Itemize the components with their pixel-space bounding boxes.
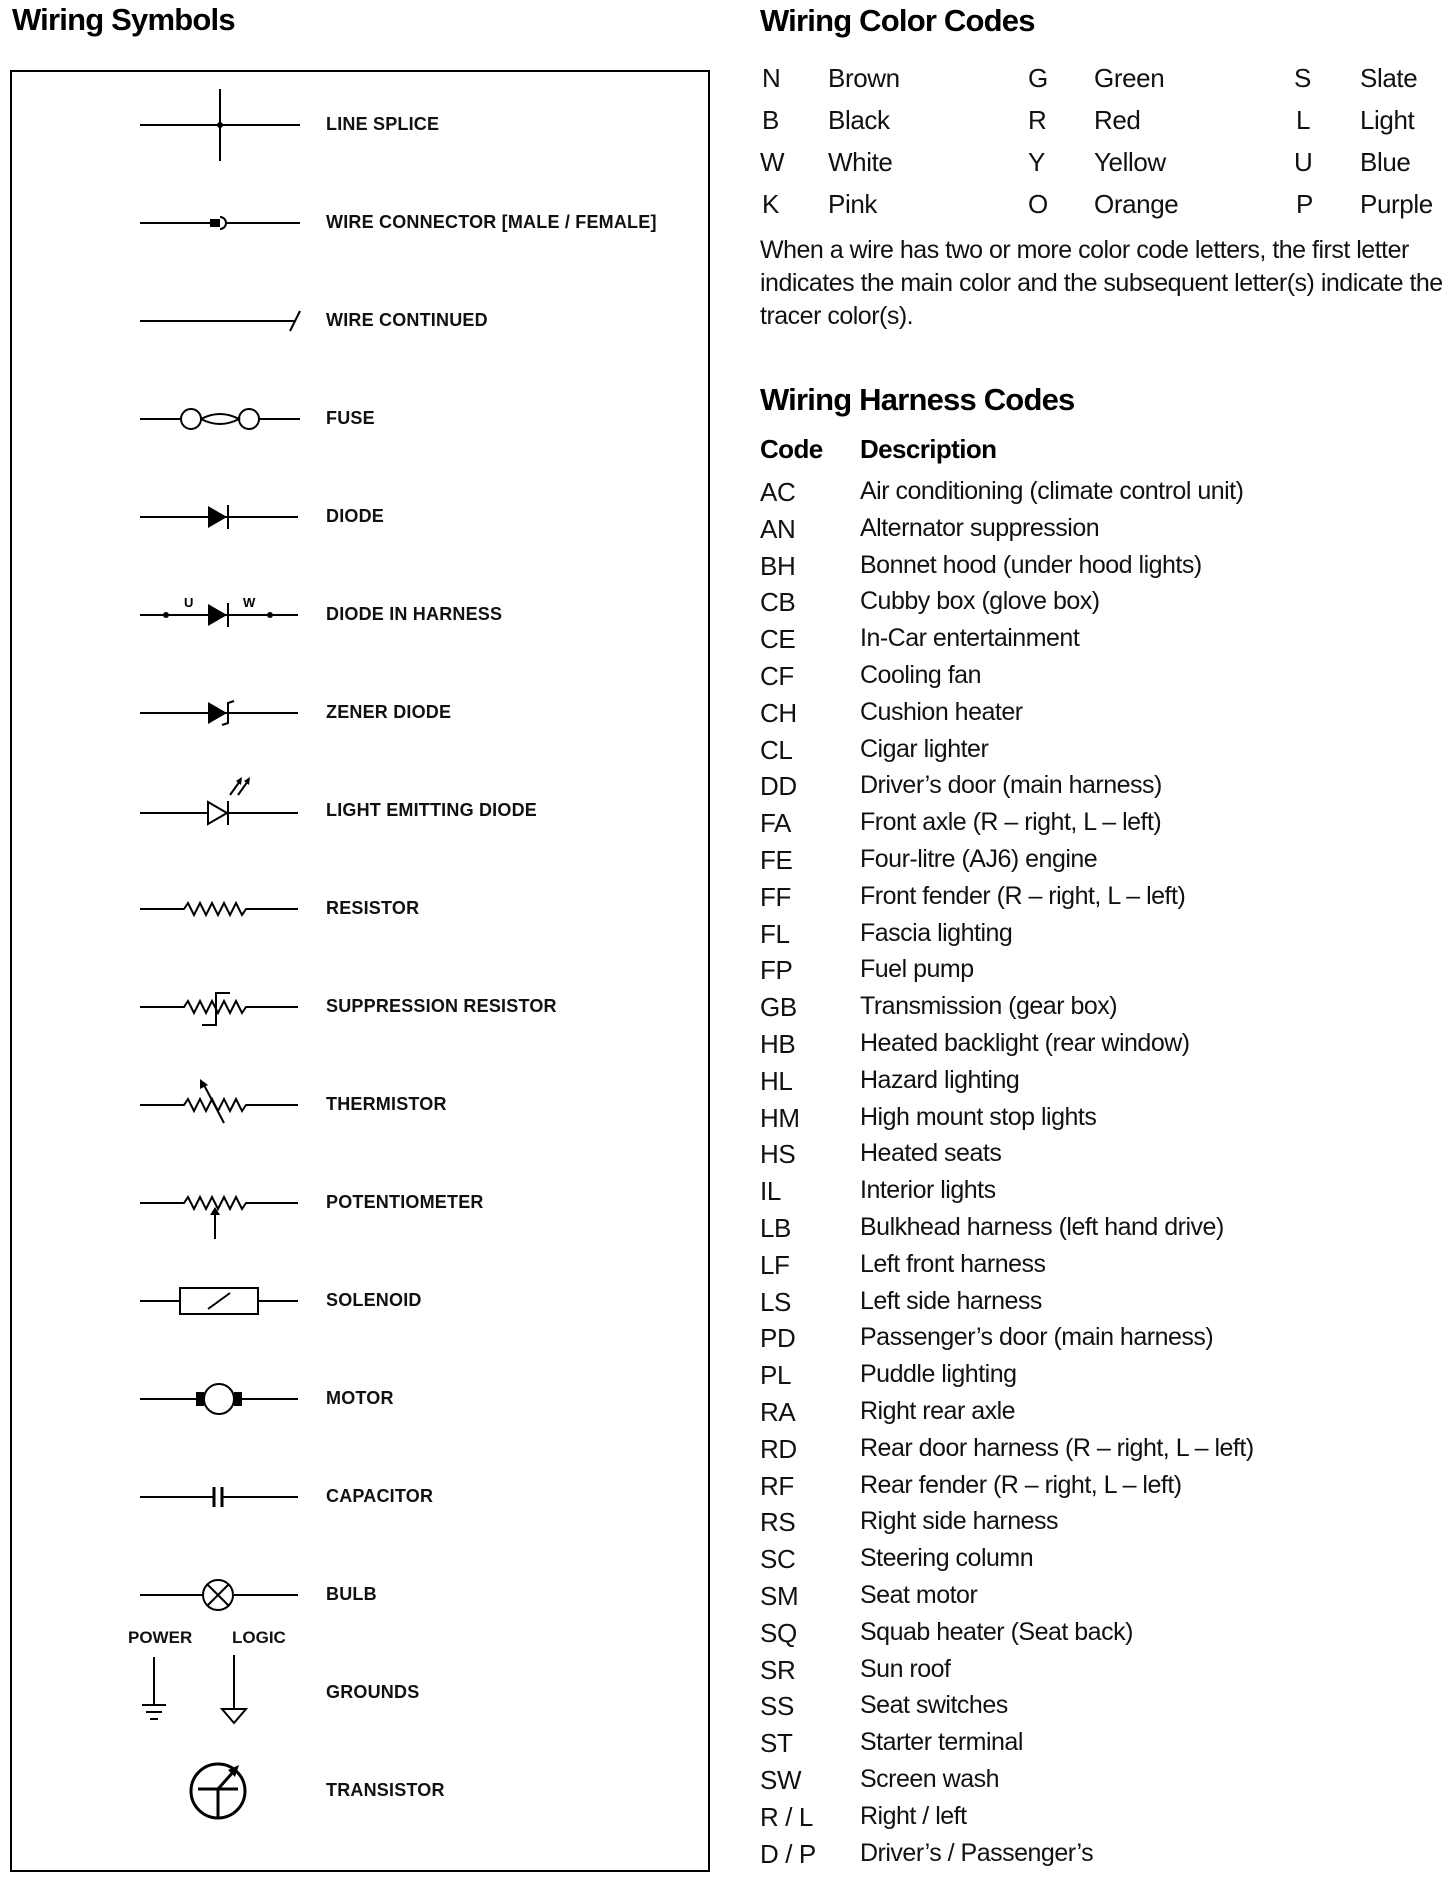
symbol-row-line-splice bbox=[12, 76, 708, 174]
wiring-harness-codes-title: Wiring Harness Codes bbox=[760, 382, 1075, 417]
color-code-letter: K bbox=[762, 189, 779, 219]
color-code-name: White bbox=[828, 147, 893, 177]
harness-code-row bbox=[0, 1655, 1456, 1691]
harness-code: D / P bbox=[760, 1838, 816, 1869]
harness-description: Cooling fan bbox=[860, 661, 981, 689]
harness-code: SS bbox=[760, 1691, 794, 1722]
symbol-label: DIODE IN HARNESS bbox=[326, 604, 503, 624]
harness-description: Bulkhead harness (left hand drive) bbox=[860, 1213, 1224, 1241]
harness-code: FF bbox=[760, 881, 791, 912]
harness-code-row bbox=[0, 587, 1456, 623]
symbol-label: THERMISTOR bbox=[326, 1094, 447, 1114]
harness-code: ST bbox=[760, 1728, 793, 1759]
symbol-label: DIODE bbox=[326, 506, 385, 526]
symbol-label: RESISTOR bbox=[326, 898, 420, 918]
symbol-label: SOLENOID bbox=[326, 1290, 422, 1310]
harness-description: Transmission (gear box) bbox=[860, 992, 1118, 1021]
harness-description: Rear door harness (R – right, L – left) bbox=[860, 1433, 1254, 1462]
symbol-label: GROUNDS bbox=[326, 1682, 420, 1702]
harness-description: Front fender (R – right, L – left) bbox=[860, 881, 1186, 910]
harness-code-row bbox=[0, 1581, 1456, 1617]
color-code-name: Pink bbox=[828, 189, 877, 219]
harness-code: PD bbox=[760, 1323, 796, 1354]
harness-code-row bbox=[0, 919, 1456, 955]
harness-description-header: Description bbox=[860, 434, 997, 464]
harness-code: HL bbox=[760, 1065, 793, 1096]
harness-code: FE bbox=[760, 845, 793, 875]
color-code-letter: Y bbox=[1028, 147, 1045, 177]
harness-description: Left side harness bbox=[860, 1286, 1042, 1315]
line-splice-icon bbox=[112, 85, 312, 165]
harness-code-row bbox=[0, 1287, 1456, 1323]
harness-code-row bbox=[0, 1176, 1456, 1212]
color-code-letter: P bbox=[1296, 189, 1313, 219]
harness-code-row bbox=[0, 1839, 1456, 1875]
harness-code: AN bbox=[760, 513, 796, 544]
harness-code: LF bbox=[760, 1249, 790, 1280]
harness-description: Bonnet hood (under hood lights) bbox=[860, 550, 1202, 579]
harness-code-row bbox=[0, 1360, 1456, 1396]
wire-connector-icon bbox=[112, 183, 312, 263]
power-ground-caption: POWER bbox=[128, 1628, 193, 1647]
harness-description: Front axle (R – right, L – left) bbox=[860, 808, 1162, 837]
harness-code: HM bbox=[760, 1102, 800, 1133]
harness-mark-u: U bbox=[184, 595, 194, 610]
wiring-symbols-title: Wiring Symbols bbox=[12, 2, 235, 37]
harness-code: AC bbox=[760, 477, 796, 507]
harness-code: DD bbox=[760, 771, 797, 802]
harness-description: Alternator suppression bbox=[860, 513, 1100, 542]
harness-description: Heated seats bbox=[860, 1139, 1002, 1168]
harness-description: Fascia lighting bbox=[860, 918, 1013, 947]
symbol-label: WIRE CONNECTOR [MALE / FEMALE] bbox=[326, 212, 657, 232]
harness-code: GB bbox=[760, 992, 797, 1023]
harness-code-row bbox=[0, 1765, 1456, 1801]
color-code-name: Red bbox=[1094, 105, 1141, 135]
harness-description: Rear fender (R – right, L – left) bbox=[860, 1470, 1182, 1499]
harness-description: Cushion heater bbox=[860, 697, 1023, 726]
symbol-label: MOTOR bbox=[326, 1388, 394, 1408]
harness-description: Hazard lighting bbox=[860, 1065, 1020, 1094]
harness-description: In-Car entertainment bbox=[860, 624, 1080, 653]
harness-description: Interior lights bbox=[860, 1176, 996, 1205]
symbol-label: CAPACITOR bbox=[326, 1486, 434, 1506]
harness-description: Left front harness bbox=[860, 1249, 1046, 1278]
color-code-letter: B bbox=[762, 105, 779, 135]
color-code-name: Purple bbox=[1360, 189, 1433, 219]
harness-code-row bbox=[0, 1103, 1456, 1139]
harness-description: High mount stop lights bbox=[860, 1102, 1097, 1131]
harness-description: Four-litre (AJ6) engine bbox=[860, 845, 1098, 873]
harness-description: Screen wash bbox=[860, 1765, 1000, 1793]
harness-mark-w: W bbox=[243, 595, 256, 610]
harness-code-row bbox=[0, 1213, 1456, 1249]
symbol-row-fuse bbox=[12, 370, 708, 468]
harness-code-row bbox=[0, 698, 1456, 734]
symbol-row-wire-continued bbox=[12, 272, 708, 370]
harness-code-row bbox=[0, 882, 1456, 918]
harness-description: Driver’s door (main harness) bbox=[860, 771, 1162, 800]
harness-code-row bbox=[0, 735, 1456, 771]
harness-code: FA bbox=[760, 808, 791, 839]
harness-description: Seat motor bbox=[860, 1581, 978, 1609]
harness-code: SW bbox=[760, 1765, 802, 1795]
wire-continued-icon bbox=[112, 281, 312, 361]
harness-code: SR bbox=[760, 1654, 796, 1685]
harness-description: Driver’s / Passenger’s bbox=[860, 1838, 1094, 1867]
harness-code-row bbox=[0, 1691, 1456, 1727]
harness-code-row bbox=[0, 1066, 1456, 1102]
harness-code: CL bbox=[760, 734, 793, 765]
harness-code: FL bbox=[760, 918, 790, 949]
harness-code-row bbox=[0, 1029, 1456, 1065]
symbol-row-wire-connector bbox=[12, 174, 708, 272]
harness-code: BH bbox=[760, 550, 796, 581]
harness-code: LS bbox=[760, 1286, 792, 1317]
color-code-letter: W bbox=[760, 147, 785, 177]
color-code-name: Green bbox=[1094, 63, 1165, 93]
harness-code-row bbox=[0, 1802, 1456, 1838]
color-code-note: When a wire has two or more color code letters, the first letter indicates the main color and the subsequent letter(s) indicate the tracer color(s). bbox=[760, 236, 1443, 330]
color-code-name: Brown bbox=[828, 63, 900, 93]
harness-description: Sun roof bbox=[860, 1654, 951, 1683]
harness-code: IL bbox=[760, 1176, 781, 1207]
harness-code: RS bbox=[760, 1507, 796, 1538]
color-code-letter: U bbox=[1294, 147, 1313, 177]
harness-description: Right / left bbox=[860, 1801, 967, 1830]
symbol-label: WIRE CONTINUED bbox=[326, 310, 488, 330]
harness-description: Squab heater (Seat back) bbox=[860, 1617, 1133, 1646]
harness-code-row bbox=[0, 1728, 1456, 1764]
color-code-letter: N bbox=[762, 63, 781, 93]
harness-code-row bbox=[0, 661, 1456, 697]
harness-code-row bbox=[0, 1434, 1456, 1470]
harness-description: Starter terminal bbox=[860, 1728, 1023, 1757]
harness-code: CH bbox=[760, 697, 797, 728]
harness-code-row bbox=[0, 551, 1456, 587]
harness-code-row bbox=[0, 955, 1456, 991]
harness-code: CE bbox=[760, 624, 796, 655]
harness-description: Air conditioning (climate control unit) bbox=[860, 477, 1244, 505]
color-code-name: Slate bbox=[1360, 63, 1418, 93]
symbol-label: ZENER DIODE bbox=[326, 702, 452, 722]
harness-code-row bbox=[0, 992, 1456, 1028]
color-code-letter: G bbox=[1028, 63, 1048, 93]
harness-code: FP bbox=[760, 955, 793, 986]
harness-code: RD bbox=[760, 1433, 797, 1464]
harness-code: RF bbox=[760, 1470, 794, 1501]
harness-code-row bbox=[0, 1471, 1456, 1507]
harness-code: SC bbox=[760, 1544, 796, 1575]
harness-description: Right rear axle bbox=[860, 1397, 1016, 1425]
harness-description: Passenger’s door (main harness) bbox=[860, 1323, 1214, 1352]
harness-code-row bbox=[0, 1507, 1456, 1543]
harness-code: SM bbox=[760, 1581, 799, 1611]
harness-code: HS bbox=[760, 1139, 796, 1170]
harness-code-row bbox=[0, 624, 1456, 660]
symbol-label: BULB bbox=[326, 1584, 377, 1604]
harness-code: LB bbox=[760, 1213, 792, 1243]
harness-code-row bbox=[0, 771, 1456, 807]
symbol-label: SUPPRESSION RESISTOR bbox=[326, 996, 557, 1016]
harness-code: CF bbox=[760, 661, 794, 691]
harness-code-row bbox=[0, 477, 1456, 513]
color-code-letter: S bbox=[1294, 63, 1311, 93]
symbol-label: TRANSISTOR bbox=[326, 1780, 445, 1800]
harness-code: PL bbox=[760, 1360, 792, 1391]
symbol-label: LIGHT EMITTING DIODE bbox=[326, 800, 537, 820]
harness-code-header: Code bbox=[760, 434, 823, 464]
symbol-label: LINE SPLICE bbox=[326, 114, 440, 134]
harness-code-row bbox=[0, 1618, 1456, 1654]
harness-code-row bbox=[0, 1323, 1456, 1359]
harness-code-row bbox=[0, 808, 1456, 844]
harness-description: Seat switches bbox=[860, 1691, 1008, 1720]
harness-code: CB bbox=[760, 587, 796, 618]
symbol-label: FUSE bbox=[326, 408, 375, 428]
harness-code-row bbox=[0, 1250, 1456, 1286]
harness-code-row bbox=[0, 1139, 1456, 1175]
harness-description: Right side harness bbox=[860, 1507, 1059, 1536]
color-code-name: Yellow bbox=[1094, 147, 1166, 177]
color-code-name: Light bbox=[1360, 105, 1415, 135]
color-code-name: Orange bbox=[1094, 189, 1179, 219]
symbol-label: POTENTIOMETER bbox=[326, 1192, 484, 1212]
harness-description: Fuel pump bbox=[860, 955, 974, 984]
harness-description: Cigar lighter bbox=[860, 734, 989, 763]
harness-code-row bbox=[0, 1397, 1456, 1433]
harness-code-row bbox=[0, 514, 1456, 550]
color-code-letter: R bbox=[1028, 105, 1047, 135]
logic-ground-caption: LOGIC bbox=[232, 1628, 286, 1647]
harness-code-row bbox=[0, 1544, 1456, 1580]
harness-description: Cubby box (glove box) bbox=[860, 587, 1100, 616]
harness-description: Heated backlight (rear window) bbox=[860, 1029, 1190, 1057]
harness-code-row bbox=[0, 845, 1456, 881]
harness-code: RA bbox=[760, 1397, 796, 1427]
harness-description: Puddle lighting bbox=[860, 1360, 1017, 1389]
fuse-icon bbox=[112, 379, 312, 459]
harness-code: SQ bbox=[760, 1617, 797, 1648]
color-code-name: Black bbox=[828, 105, 890, 135]
harness-code: R / L bbox=[760, 1801, 813, 1832]
color-code-letter: O bbox=[1028, 189, 1048, 219]
color-code-letter: L bbox=[1296, 105, 1311, 135]
color-code-name: Blue bbox=[1360, 147, 1411, 177]
harness-description: Steering column bbox=[860, 1544, 1034, 1573]
wiring-color-codes-title: Wiring Color Codes bbox=[760, 3, 1035, 38]
harness-code: HB bbox=[760, 1029, 796, 1059]
